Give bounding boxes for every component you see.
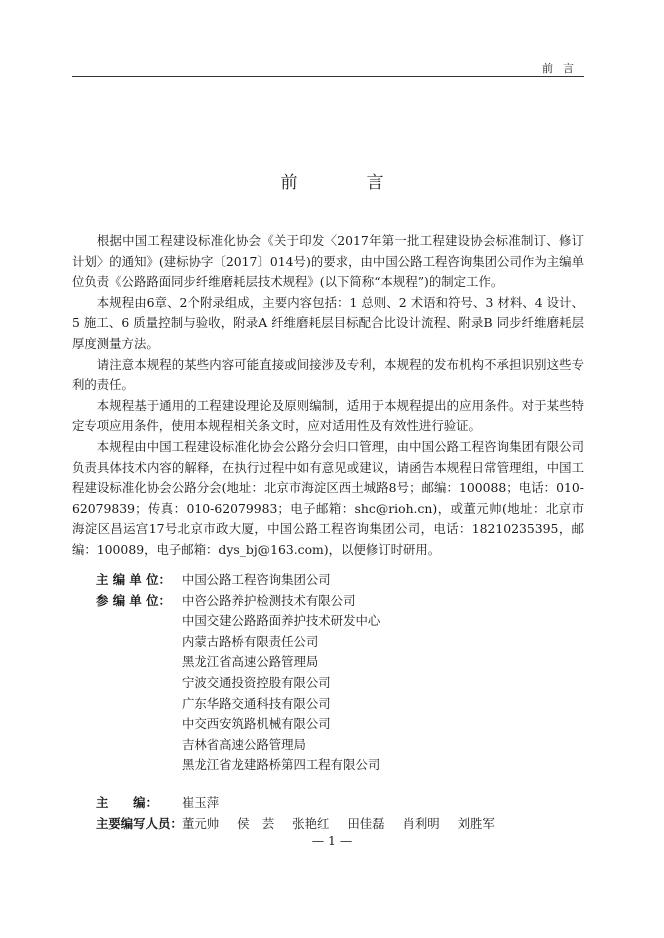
drafter-name: 侯 芸 — [237, 815, 275, 831]
drafter-name: 张艳红 — [292, 815, 330, 831]
participating-units-label: 参 编 单 位： — [96, 592, 171, 608]
page-title: 前 言 — [280, 173, 410, 193]
participating-unit: 黑龙江省高速公路管理局 — [182, 654, 319, 670]
chief-editor-label: 主 编： — [96, 795, 158, 810]
page-number: — 1 — — [311, 833, 353, 848]
paragraph-5: 本规程由中国工程建设标准化协会公路分会归口管理，由中国公路工程咨询集团有限公司负责具体技术内容的解释，在执行过程中如有意见或建议，请函告本规程日常管理组，中国工程建设标准化协会公路分会(地址：北京市海淀区西土城路8号；邮编：100088；电话：010-62079839；传真：010-62079983；电子邮箱：shc@rioh.cn)，或董元帅(地址：北京市海淀区昌运宫17号北京市政大厦，中国公路工程咨询集团公司，电话：18210235395，邮编：100089，电子邮箱：dys_bj@163.com)，以便修订时研用。 — [72, 438, 584, 557]
drafter-name: 刘胜军 — [457, 815, 495, 831]
paragraph-3: 请注意本规程的某些内容可能直接或间接涉及专利，本规程的发布机构不承担识别这些专利的责任。 — [72, 356, 584, 393]
drafter-name: 田佳磊 — [347, 815, 385, 831]
header-rule — [72, 76, 584, 77]
participating-units-list — [182, 591, 380, 776]
paragraph-4: 本规程基于通用的工程建设理论及原则编制，适用于本规程提出的应用条件。对于某些特定专项应用条件，使用本规程相关条文时，应对适用性及有效性进行验证。 — [72, 397, 584, 434]
chief-unit-label: 主 编 单 位： — [96, 572, 171, 587]
paragraph-1: 根据中国工程建设标准化协会《关于印发〈2017年第一批工程建设协会标准制订、修订计划〉的通知》(建标协字〔2017〕014号)的要求，由中国公路工程咨询集团公司作为主编单位负责《公路路面同步纤维磨耗层技术规程》(以下简称“本规程”)的制定工作。 — [72, 233, 584, 290]
participating-unit: 吉林省高速公路管理局 — [182, 736, 306, 752]
chief-unit-row — [96, 570, 584, 591]
participating-unit: 宁波交通投资控股有限公司 — [182, 674, 331, 690]
participating-units-row — [96, 591, 584, 776]
main-drafters-names — [182, 814, 509, 835]
main-drafters-row — [96, 814, 584, 835]
drafter-name: 肖利明 — [402, 815, 440, 831]
participating-unit: 中国交建公路路面养护技术研发中心 — [182, 613, 381, 629]
participating-unit: 黑龙江省龙建路桥第四工程有限公司 — [182, 757, 381, 773]
participating-unit: 广东华路交通科技有限公司 — [182, 695, 331, 711]
chief-editor-name: 崔玉萍 — [182, 795, 220, 810]
preface-body — [72, 231, 584, 561]
chief-unit-name: 中国公路工程咨询集团公司 — [182, 572, 331, 587]
participating-unit: 内蒙古路桥有限责任公司 — [182, 633, 319, 649]
editors-section — [96, 793, 584, 834]
main-drafters-label: 主要编写人员： — [96, 815, 183, 831]
paragraph-2: 本规程由6章、2个附录组成，主要内容包括：1 总则、2 术语和符号、3 材料、4 设计、5 施工、6 质量控制与验收，附录A 纤维磨耗层目标配合比设计流程、附录B 同步纤维磨耗层厚度测量方法。 — [72, 294, 584, 351]
participating-unit: 中交西安筑路机械有限公司 — [182, 716, 331, 732]
units-section — [96, 570, 584, 776]
chief-editor-row — [96, 793, 584, 814]
drafter-name: 董元帅 — [182, 815, 220, 831]
participating-unit: 中咨公路养护检测技术有限公司 — [182, 592, 356, 608]
running-head: 前言 — [542, 62, 584, 75]
